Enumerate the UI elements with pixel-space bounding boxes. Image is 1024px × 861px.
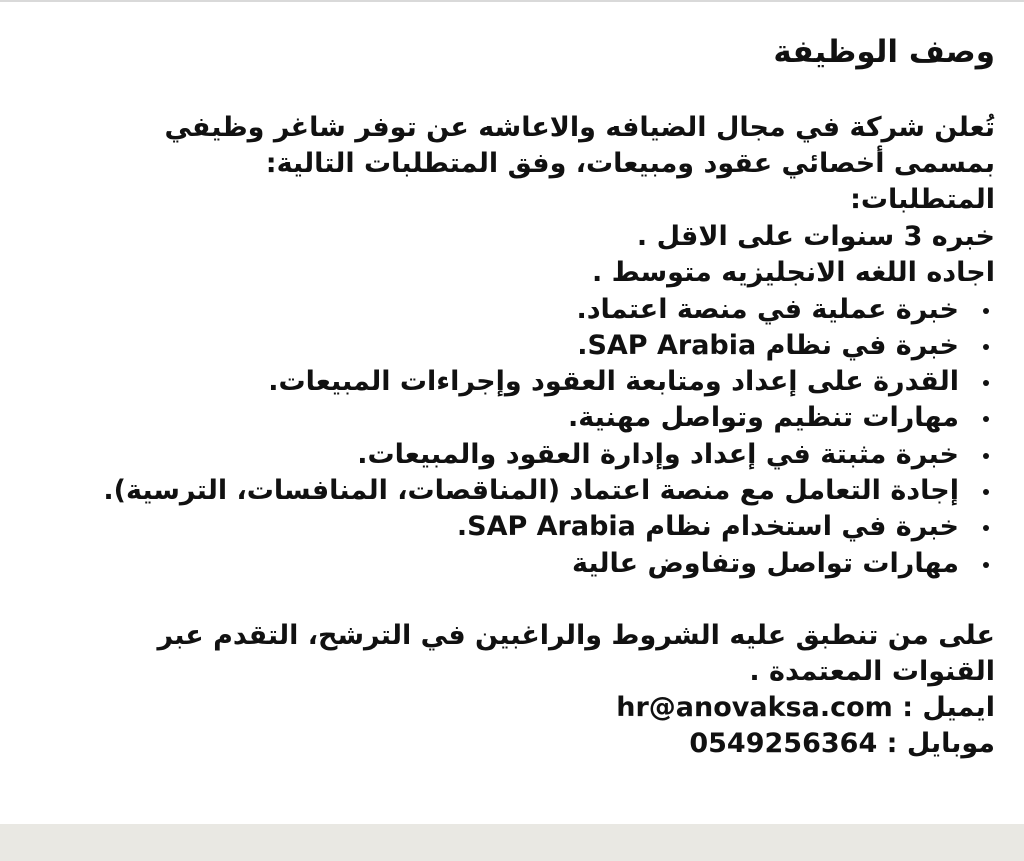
intro-paragraph: تُعلن شركة في مجال الضيافه والاعاشه عن توفر شاغر وظيفي بمسمى أخصائي عقود ومبيعات، وفق المتطلبات التالية: (164, 112, 995, 179)
requirement-english: اجاده اللغه الانجليزيه متوسط . (592, 257, 995, 288)
list-item: مهارات تواصل وتفاوض عالية (70, 546, 995, 582)
mobile-line (70, 726, 995, 763)
top-border (0, 0, 1024, 2)
requirement-experience: خبره 3 سنوات على الاقل . (636, 220, 995, 252)
closing-paragraph: على من تنطبق عليه الشروط والراغبين في الترشح، التقدم عبر القنوات المعتمدة . (157, 619, 995, 687)
list-item: خبرة في استخدام نظام SAP Arabia. (70, 509, 995, 545)
list-item: القدرة على إعداد ومتابعة العقود وإجراءات المبيعات. (70, 364, 995, 400)
bottom-bar (0, 824, 1024, 861)
requirements-heading: المتطلبات: (850, 184, 995, 215)
email-label: ايميل : (902, 691, 995, 723)
requirements-list (70, 292, 995, 582)
list-item: مهارات تنظيم وتواصل مهنية. (70, 400, 995, 436)
email-line (70, 690, 995, 727)
page-title: وصف الوظيفة (773, 34, 995, 70)
list-item: خبرة مثبتة في إعداد وإدارة العقود والمبيعات. (70, 437, 995, 473)
email-address[interactable]: hr@anovaksa.com (616, 691, 893, 723)
list-item: خبرة في نظام SAP Arabia. (70, 328, 995, 364)
job-description (70, 24, 995, 763)
mobile-number[interactable]: 0549256364 (689, 728, 878, 760)
list-item: خبرة عملية في منصة اعتماد. (70, 292, 995, 328)
mobile-label: موبايل : (886, 728, 995, 760)
list-item: إجادة التعامل مع منصة اعتماد (المناقصات، المنافسات، الترسية). (70, 473, 995, 509)
